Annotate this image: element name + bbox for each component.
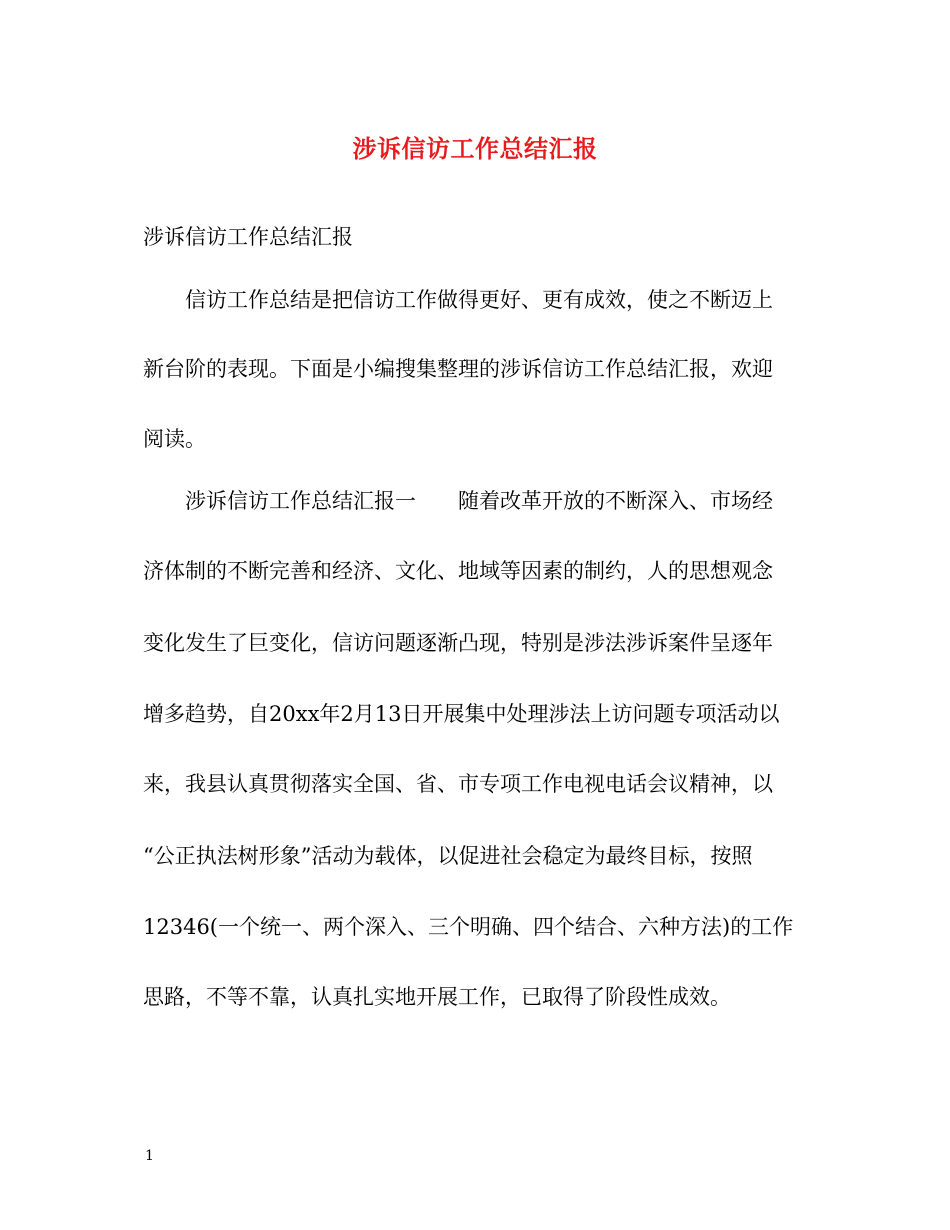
- paragraph2-line-5: 来，我县认真贯彻落实全国、省、市专项工作电视电话会议精神，以: [143, 772, 773, 796]
- paragraph1-line-1: 信访工作总结是把信访工作做得更好、更有成效，使之不断迈上: [185, 288, 773, 312]
- document-title: 涉诉信访工作总结汇报: [352, 134, 598, 163]
- paragraph2-line-7: 12346(一个统一、两个深入、三个明确、四个结合、六种方法)的工作: [143, 915, 794, 939]
- paragraph2-line-6: “公正执法树形象”活动为载体，以促进社会稳定为最终目标，按照: [143, 844, 753, 868]
- document-subheading: 涉诉信访工作总结汇报: [143, 225, 353, 249]
- paragraph2-line-3: 变化发生了巨变化，信访问题逐渐凸现，特别是涉法涉诉案件呈逐年: [143, 631, 773, 655]
- paragraph1-line-3: 阅读。: [143, 427, 206, 451]
- paragraph1-line-2: 新台阶的表现。下面是小编搜集整理的涉诉信访工作总结汇报，欢迎: [143, 357, 773, 381]
- page-number: 1: [145, 1148, 154, 1164]
- paragraph2-line-1: 涉诉信访工作总结汇报一 随着改革开放的不断深入、市场经: [185, 489, 773, 513]
- paragraph2-line-2: 济体制的不断完善和经济、文化、地域等因素的制约，人的思想观念: [143, 559, 773, 583]
- paragraph2-line-8: 思路，不等不靠，认真扎实地开展工作，已取得了阶段性成效。: [143, 985, 731, 1009]
- paragraph2-line-4: 增多趋势，自20xx年2月13日开展集中处理涉法上访问题专项活动以: [143, 702, 780, 726]
